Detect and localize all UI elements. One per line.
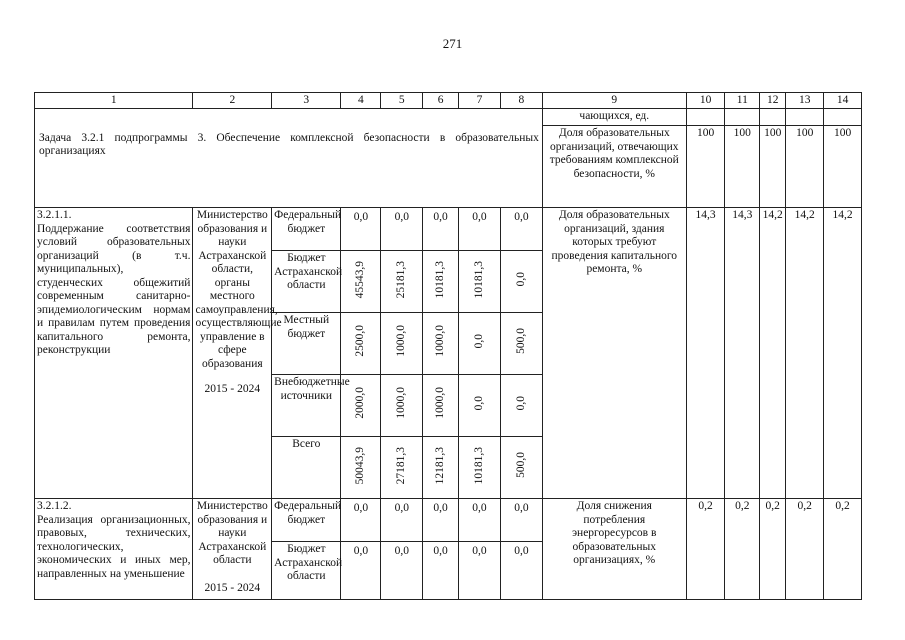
- task-value: 100: [824, 126, 862, 208]
- amount: 25181,3: [381, 251, 423, 313]
- measure-name: Реализация организационных, правовых, технических, технологических, экономических и иных мер, направленных на уменьшение: [37, 513, 191, 580]
- header-cell: 14: [824, 93, 862, 109]
- amount: 0,0: [500, 375, 542, 437]
- period: 2015 - 2024: [204, 383, 261, 395]
- amount: 0,0: [500, 251, 542, 313]
- source-name: Внебюджетные источники: [272, 375, 341, 437]
- executor-cell: [193, 208, 282, 499]
- indicator-value: 0,2: [760, 499, 786, 600]
- amount: 0,0: [423, 208, 459, 251]
- table-row: [35, 499, 862, 542]
- measure-code: 3.2.1.2.: [37, 500, 72, 512]
- amount: 27181,3: [381, 437, 423, 499]
- amount: 2000,0: [341, 375, 381, 437]
- indicator-value: 0,2: [686, 499, 725, 600]
- amount: 10181,3: [458, 251, 500, 313]
- header-cell: 4: [341, 93, 381, 109]
- amount: 0,0: [341, 542, 381, 600]
- source-name: Всего: [272, 437, 341, 499]
- executor-name: Министерство образования и науки Астраханской области, органы местного самоуправления, осуществляющие управление в сфере образования: [195, 209, 282, 370]
- amount: 0,0: [423, 542, 459, 600]
- header-cell: 6: [423, 93, 459, 109]
- amount: 500,0: [500, 437, 542, 499]
- source-name: Бюджет Астраханской области: [272, 251, 341, 313]
- amount: 10181,3: [423, 251, 459, 313]
- header-cell: 8: [500, 93, 542, 109]
- indicator-value: 0,2: [824, 499, 862, 600]
- indicator-value: 0,2: [786, 499, 824, 600]
- source-name: Местный бюджет: [272, 313, 341, 375]
- indicator-value: 14,3: [725, 208, 760, 499]
- amount: 0,0: [341, 208, 381, 251]
- amount: 10181,3: [458, 437, 500, 499]
- task-text: Задача 3.2.1 подпрограммы 3. Обеспечение комплексной безопасности в образовательных организациях: [35, 126, 543, 208]
- header-row: [35, 93, 862, 109]
- amount: 0,0: [381, 499, 423, 542]
- measure-cell: [35, 208, 193, 499]
- amount: 1000,0: [423, 375, 459, 437]
- indicator-value: 14,2: [760, 208, 786, 499]
- header-cell: 9: [542, 93, 686, 109]
- header-cell: 7: [458, 93, 500, 109]
- amount: 0,0: [341, 499, 381, 542]
- task-value: 100: [786, 126, 824, 208]
- measure-cell: [35, 499, 193, 600]
- measure-code: 3.2.1.1.: [37, 209, 72, 221]
- task-row: [35, 126, 862, 208]
- task-value: 100: [760, 126, 786, 208]
- amount: 0,0: [458, 542, 500, 600]
- amount: 1000,0: [381, 375, 423, 437]
- amount: 0,0: [500, 208, 542, 251]
- task-value: 100: [725, 126, 760, 208]
- executor-name: Министерство образования и науки Астраханской области: [196, 500, 268, 566]
- amount: 1000,0: [423, 313, 459, 375]
- continuation-text: чающихся, ед.: [542, 109, 686, 126]
- indicator-cell: Доля образовательных организаций, здания которых требуют проведения капитального ремонта, %: [542, 208, 686, 499]
- header-cell: 5: [381, 93, 423, 109]
- measure-name: Поддержание соответствия условий образовательных организаций (в т.ч. муниципальных), студенческих общежитий современным санитарно-эпидемиологическим нормам и правилам путем проведения капитального ремонта, реконструкции: [37, 222, 191, 356]
- amount: 50043,9: [341, 437, 381, 499]
- indicator-value: 14,2: [824, 208, 862, 499]
- amount: 500,0: [500, 313, 542, 375]
- amount: 0,0: [381, 542, 423, 600]
- header-cell: 2: [193, 93, 272, 109]
- table-row: [35, 208, 862, 251]
- amount: 45543,9: [341, 251, 381, 313]
- header-cell: 1: [35, 93, 193, 109]
- indicator-cell: Доля снижения потребления энергоресурсов в образовательных организациях, %: [542, 499, 686, 600]
- source-name: Бюджет Астраханской области: [272, 542, 341, 600]
- header-cell: 10: [686, 93, 725, 109]
- amount: 0,0: [458, 499, 500, 542]
- continuation-row: [35, 109, 862, 126]
- amount: 0,0: [381, 208, 423, 251]
- header-cell: 11: [725, 93, 760, 109]
- amount: 0,0: [458, 313, 500, 375]
- amount: 0,0: [500, 499, 542, 542]
- amount: 1000,0: [381, 313, 423, 375]
- program-table: [34, 92, 862, 600]
- executor-cell: [193, 499, 272, 600]
- period: 2015 - 2024: [204, 581, 261, 594]
- amount: 0,0: [500, 542, 542, 600]
- task-indicator: Доля образовательных организаций, отвечающих требованиям комплексной безопасности, %: [542, 126, 686, 208]
- page-number: 271: [442, 36, 463, 51]
- header-cell: 12: [760, 93, 786, 109]
- source-name: Федеральный бюджет: [272, 208, 341, 251]
- amount: 0,0: [458, 208, 500, 251]
- amount: 0,0: [423, 499, 459, 542]
- task-value: 100: [686, 126, 725, 208]
- header-cell: 13: [786, 93, 824, 109]
- indicator-value: 14,2: [786, 208, 824, 499]
- header-cell: 3: [272, 93, 341, 109]
- amount: 12181,3: [423, 437, 459, 499]
- indicator-value: 0,2: [725, 499, 760, 600]
- indicator-value: 14,3: [686, 208, 725, 499]
- amount: 0,0: [458, 375, 500, 437]
- amount: 2500,0: [341, 313, 381, 375]
- source-name: Федеральный бюджет: [272, 499, 341, 542]
